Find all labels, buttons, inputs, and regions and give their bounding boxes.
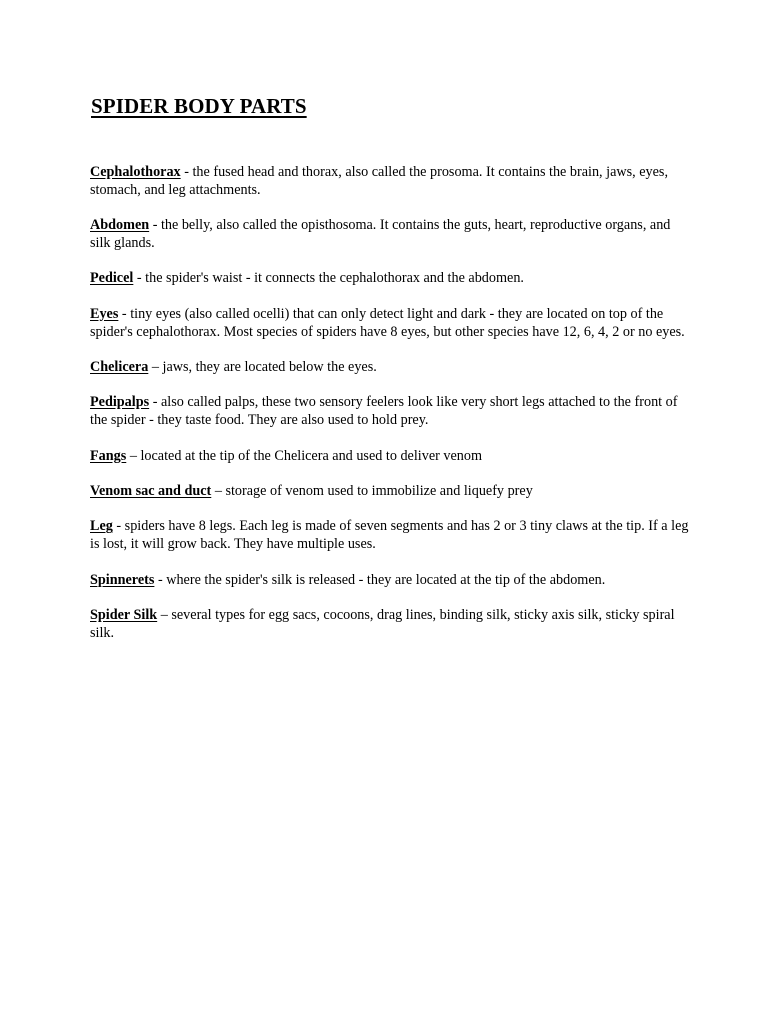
entry-abdomen	[90, 217, 690, 253]
entry-venom-sac-and-duct	[90, 483, 690, 501]
entry-pedicel	[90, 270, 690, 288]
definition-list	[90, 164, 690, 660]
term-pedipalps: Pedipalps	[90, 394, 150, 411]
definition-eyes: - tiny eyes (also called ocelli) that can only detect light and dark - they are located on top of the spider's cephalothorax. Most species of spiders have 8 eyes, but other species have 12, 6, 4, 2 or no eyes.	[90, 305, 685, 340]
entry-cephalothorax	[90, 164, 690, 200]
definition-fangs: – located at the tip of the Chelicera and used to deliver venom	[126, 447, 483, 464]
definition-cephalothorax: - the fused head and thorax, also called the prosoma. It contains the brain, jaws, eyes, stomach, and leg attachments.	[90, 164, 668, 198]
definition-spinnerets: - where the spider's silk is released - they are located at the tip of the abdomen.	[154, 571, 606, 588]
term-cephalothorax: Cephalothorax	[90, 164, 181, 180]
term-eyes: Eyes	[90, 305, 119, 322]
definition-abdomen: - the belly, also called the opisthosoma. It contains the guts, heart, reproductive organs, and silk glands.	[90, 217, 671, 251]
entry-fangs	[90, 448, 690, 466]
term-chelicera: Chelicera	[90, 358, 149, 375]
definition-pedipalps: - also called palps, these two sensory feelers look like very short legs attached to the front of the spider - they taste food. They are also used to hold prey.	[90, 394, 678, 429]
term-spider-silk: Spider Silk	[90, 606, 158, 623]
definition-chelicera: – jaws, they are located below the eyes.	[148, 358, 377, 375]
definition-leg: - spiders have 8 legs. Each leg is made of seven segments and has 2 or 3 tiny claws at the tip. If a leg is lost, it will grow back. They have multiple uses.	[90, 518, 689, 553]
entry-eyes	[90, 306, 690, 342]
document-title: SPIDER BODY PARTS	[91, 94, 307, 118]
term-venom-sac-and-duct: Venom sac and duct	[90, 482, 212, 499]
term-spinnerets: Spinnerets	[90, 571, 155, 588]
entry-spider-silk	[90, 607, 690, 643]
definition-venom-sac-and-duct: – storage of venom used to immobilize and liquefy prey	[211, 482, 533, 499]
term-pedicel: Pedicel	[90, 270, 134, 287]
term-abdomen: Abdomen	[90, 217, 150, 234]
entry-pedipalps	[90, 394, 690, 430]
term-fangs: Fangs	[90, 447, 127, 464]
definition-spider-silk: – several types for egg sacs, cocoons, drag lines, binding silk, sticky axis silk, sticky spiral silk.	[90, 606, 675, 641]
entry-chelicera	[90, 359, 690, 377]
definition-pedicel: - the spider's waist - it connects the cephalothorax and the abdomen.	[133, 270, 524, 287]
term-leg: Leg	[90, 518, 113, 535]
entry-spinnerets	[90, 572, 690, 590]
entry-leg	[90, 518, 690, 554]
